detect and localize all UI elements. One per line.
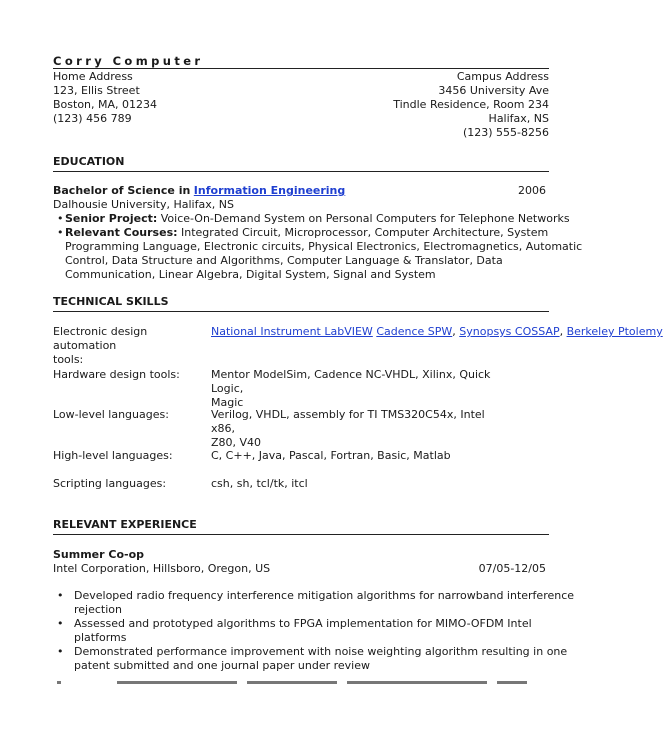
school-name: Dalhousie University, Halifax, NS	[53, 198, 234, 211]
courses-line-2: Programming Language, Electronic circuits, Physical Electronics, Electromagnetics, Automatic	[65, 240, 583, 253]
job-company: Intel Corporation, Hillsboro, Oregon, US	[53, 562, 271, 575]
bullet-icon: •	[57, 212, 64, 225]
experience-rule	[53, 534, 549, 535]
campus-address-label: Campus Address	[456, 70, 549, 83]
campus-phone: (123) 555-8256	[462, 126, 549, 139]
exp-bullet-3-line-2: patent submitted and one journal paper under review	[74, 659, 371, 672]
campus-residence: Tindle Residence, Room 234	[393, 98, 549, 111]
scripting-languages: csh, sh, tcl/tk, itcl	[211, 477, 308, 490]
exp-bullet-1-line-2: rejection	[74, 603, 122, 616]
low-level-languages	[211, 408, 511, 450]
home-city: Boston, MA, 01234	[53, 98, 158, 111]
exp-bullet-2-line-1: Assessed and prototyped algorithms to FPGA implementation for MIMO-OFDM Intel	[74, 617, 532, 630]
degree-prefix: Bachelor of Science in	[53, 184, 191, 197]
skills-heading: TECHNICAL SKILLS	[53, 295, 169, 308]
eda-label-line-1: Electronic design automation	[53, 325, 148, 352]
home-address-label: Home Address	[53, 70, 133, 83]
bullet-icon: •	[57, 645, 64, 658]
experience-heading: RELEVANT EXPERIENCE	[53, 518, 197, 531]
cropped-text-fragment	[57, 674, 557, 678]
senior-project	[65, 212, 570, 226]
courses-label: Relevant Courses:	[65, 226, 178, 239]
hw-line-1: Mentor ModelSim, Cadence NC-VHDL, Xilinx, Quick Logic,	[211, 368, 491, 395]
senior-project-label: Senior Project:	[65, 212, 158, 225]
bullet-icon: •	[57, 589, 64, 602]
synopsys-cossap-link[interactable]: Synopsys COSSAP	[459, 325, 560, 338]
hw-tools	[211, 368, 511, 410]
job-dates: 07/05-12/05	[478, 562, 546, 575]
skills-rule	[53, 311, 549, 312]
low-line-1: Verilog, VHDL, assembly for TI TMS320C54x, Intel x86,	[211, 408, 485, 435]
exp-bullet-1-line-1: Developed radio frequency interference mitigation algorithms for narrowband interference	[74, 589, 575, 602]
cropped-text-marks	[57, 680, 557, 684]
senior-project-text: Voice-On-Demand System on Personal Computers for Telephone Networks	[160, 212, 570, 225]
courses-line-3: Control, Data Structure and Algorithms, Computer Language & Translator, Data	[65, 254, 503, 267]
eda-label	[53, 325, 203, 367]
bullet-icon: •	[57, 617, 64, 630]
eda-label-line-2: tools:	[53, 353, 84, 366]
education-heading: EDUCATION	[53, 155, 125, 168]
courses-line-1	[65, 226, 548, 240]
eda-tools: National Instrument LabVIEW Cadence SPW, Synopsys COSSAP, Berkeley Ptolemy	[211, 325, 663, 338]
home-phone: (123) 456 789	[53, 112, 132, 125]
degree-field-link[interactable]: Information Engineering	[193, 184, 346, 197]
campus-street: 3456 University Ave	[438, 84, 549, 97]
home-street: 123, Ellis Street	[53, 84, 140, 97]
hw-line-2: Magic	[211, 396, 244, 409]
header-rule	[53, 68, 549, 69]
high-level-languages: C, C++, Java, Pascal, Fortran, Basic, Matlab	[211, 449, 451, 462]
campus-city: Halifax, NS	[488, 112, 549, 125]
degree-line	[53, 184, 345, 198]
courses-line-4: Communication, Linear Algebra, Digital System, Signal and System	[65, 268, 436, 281]
candidate-name: Corry Computer	[53, 54, 204, 68]
labview-link[interactable]: National Instrument LabVIEW	[211, 325, 373, 338]
scripting-label: Scripting languages:	[53, 477, 167, 490]
exp-bullet-3-line-1: Demonstrated performance improvement with noise weighting algorithm resulting in one	[74, 645, 568, 658]
courses-text-1: Integrated Circuit, Microprocessor, Computer Architecture, System	[181, 226, 549, 239]
degree-year: 2006	[518, 184, 546, 197]
bullet-icon: •	[57, 226, 64, 239]
cadence-spw-link[interactable]: Cadence SPW	[376, 325, 453, 338]
job-title: Summer Co-op	[53, 548, 145, 561]
berkeley-ptolemy-link[interactable]: Berkeley Ptolemy	[566, 325, 663, 338]
low-line-2: Z80, V40	[211, 436, 262, 449]
low-level-label: Low-level languages:	[53, 408, 169, 421]
hw-label: Hardware design tools:	[53, 368, 180, 381]
education-rule	[53, 171, 549, 172]
exp-bullet-2-line-2: platforms	[74, 631, 127, 644]
high-level-label: High-level languages:	[53, 449, 173, 462]
